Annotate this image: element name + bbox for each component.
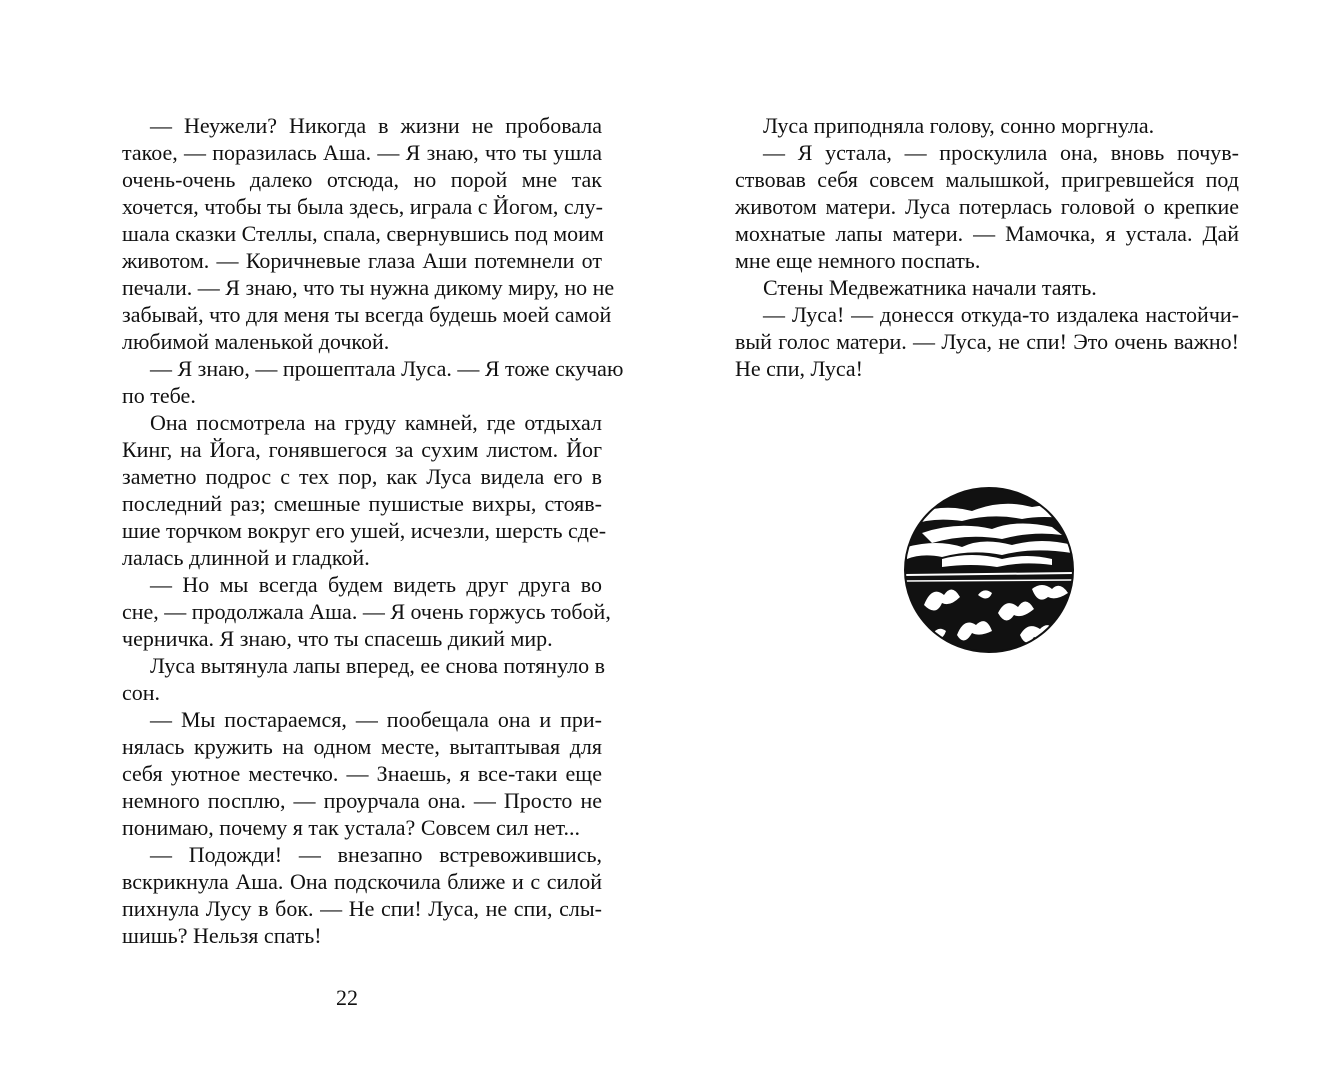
text-line: Кинг, на Йога, гонявшегося за сухим листом. Йог <box>122 437 602 462</box>
text-line: Луса приподняла голову, сонно моргнула. <box>763 113 1155 138</box>
text-line: немного посплю, — проурчала она. — Просто не <box>122 788 602 813</box>
text-line: животом матери. Луса потерлась головой о крепкие <box>735 194 1239 219</box>
text-line: — Мы постараемся, — пообещала она и при- <box>150 707 602 732</box>
text-line: понимаю, почему я так устала? Совсем сил нет... <box>122 815 580 840</box>
text-line: сон. <box>122 680 161 705</box>
text-line: хочется, чтобы ты была здесь, играла с Йогом, слу- <box>122 194 603 219</box>
text-line: шишь? Нельзя спать! <box>122 923 322 948</box>
text-line: ствовав себя совсем малышкой, пригревшейся под <box>735 167 1239 192</box>
text-line: очень-очень далеко отсюда, но порой мне так <box>122 167 602 192</box>
text-line: — Подожди! — внезапно встревожившись, <box>150 842 602 867</box>
text-line: последний раз; смешные пушистые вихры, стояв- <box>122 491 602 516</box>
text-line: лалась длинной и гладкой. <box>122 545 370 570</box>
text-line: — Я устала, — проскулила она, вновь почув- <box>763 140 1239 165</box>
text-line: шала сказки Стеллы, спала, свернувшись под моим <box>122 221 604 246</box>
text-line: шие торчком вокруг его ушей, исчезли, шерсть сде- <box>122 518 607 543</box>
page-number: 22 <box>336 985 358 1010</box>
right-page-text <box>735 112 1239 382</box>
text-line: черничка. Я знаю, что ты спасешь дикий мир. <box>122 626 553 651</box>
text-line: забывай, что для меня ты всегда будешь моей самой <box>122 302 612 327</box>
text-line: Она посмотрела на груду камней, где отдыхал <box>150 410 602 435</box>
text-line: — Неужели? Никогда в жизни не пробовала <box>150 113 602 138</box>
text-line: — Луса! — донесся откуда-то издалека настойчи- <box>763 302 1239 327</box>
left-page-text <box>122 112 624 949</box>
text-line: по тебе. <box>122 383 196 408</box>
text-line: мохнатые лапы матери. — Мамочка, я устала. Дай <box>735 221 1239 246</box>
text-line: Луса вытянула лапы вперед, ее снова потянуло в <box>150 653 605 678</box>
text-line: Стены Медвежатника начали таять. <box>763 275 1097 300</box>
text-line: пихнула Лусу в бок. — Не спи! Луса, не спи, слы- <box>122 896 602 921</box>
text-line: печали. — Я знаю, что ты нужна дикому миру, но не <box>122 275 615 300</box>
text-line: любимой маленькой дочкой. <box>122 329 390 354</box>
text-line: вый голос матери. — Луса, не спи! Это очень важно! <box>735 329 1239 354</box>
text-line: — Но мы всегда будем видеть друг друга во <box>150 572 602 597</box>
text-line: вскрикнула Аша. Она подскочила ближе и с силой <box>122 869 602 894</box>
text-line: себя уютное местечко. — Знаешь, я все-таки еще <box>122 761 602 786</box>
text-line: заметно подрос с тех пор, как Луса видела его в <box>122 464 602 489</box>
text-line: животом. — Коричневые глаза Аши потемнели от <box>122 248 602 273</box>
text-line: мне еще немного поспать. <box>735 248 981 273</box>
text-line: сне, — продолжала Аша. — Я очень горжусь тобой, <box>122 599 611 624</box>
round-engraving-sky-branches-icon <box>902 485 1076 655</box>
text-line: — Я знаю, — прошептала Луса. — Я тоже скучаю <box>150 356 624 381</box>
text-line: такое, — поразилась Аша. — Я знаю, что ты ушла <box>122 140 602 165</box>
text-line: нялась кружить на одном месте, вытаптывая для <box>122 734 602 759</box>
text-line: Не спи, Луса! <box>735 356 863 381</box>
